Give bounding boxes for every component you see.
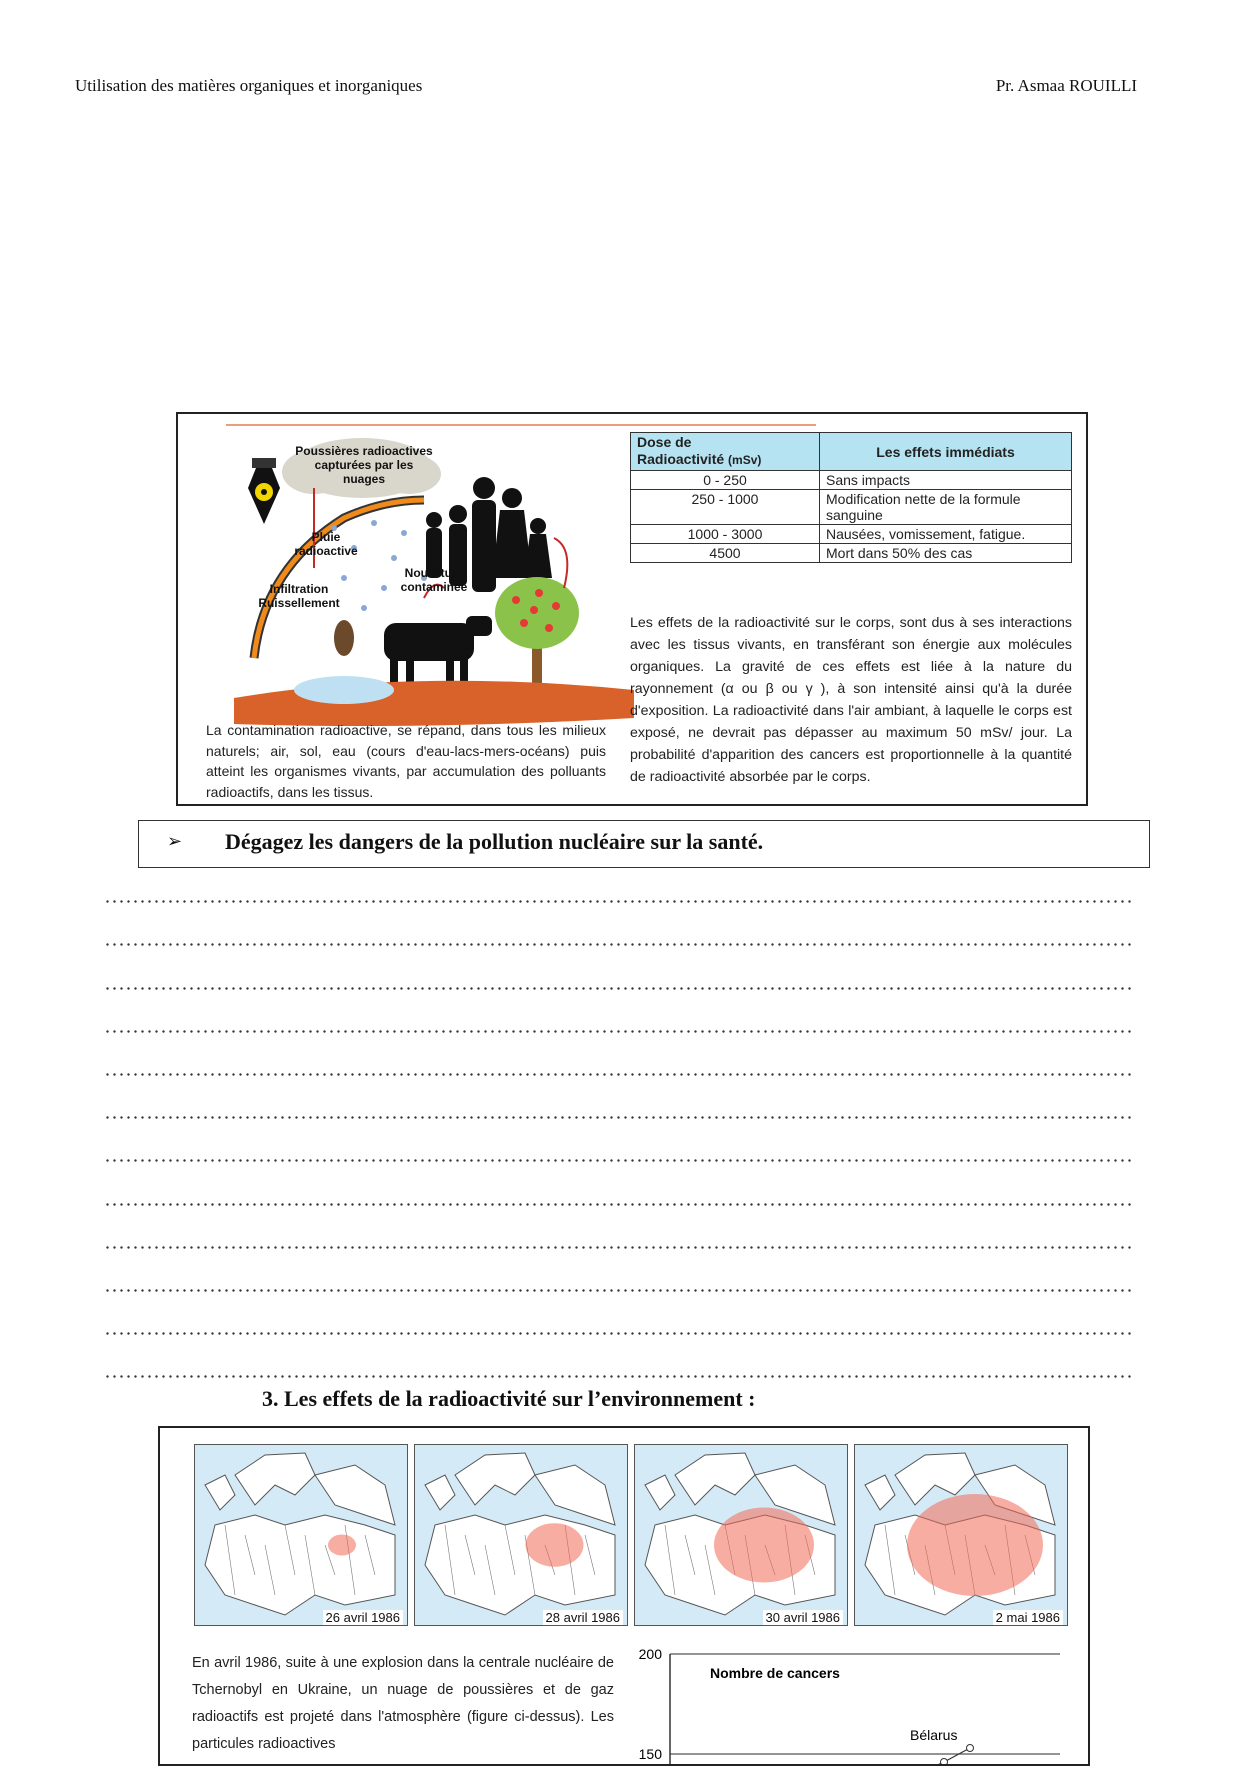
land-shape bbox=[455, 1453, 535, 1505]
land-shape bbox=[645, 1475, 675, 1510]
table-row bbox=[631, 490, 1072, 525]
dose-cell: 1000 - 3000 bbox=[631, 525, 820, 544]
dose-cell: 0 - 250 bbox=[631, 471, 820, 490]
table-header-row bbox=[631, 433, 1072, 471]
header-course-title: Utilisation des matières organiques et inorganiques bbox=[75, 76, 423, 95]
table-row bbox=[631, 471, 1072, 490]
data-point bbox=[941, 1759, 948, 1765]
answer-line[interactable] bbox=[104, 1347, 1140, 1390]
dose-cell: 4500 bbox=[631, 544, 820, 563]
effect-cell: Nausées, vomissement, fatigue. bbox=[820, 525, 1072, 544]
map-drawing bbox=[855, 1445, 1068, 1626]
map-drawing bbox=[195, 1445, 408, 1626]
series-label: Bélarus bbox=[910, 1727, 958, 1743]
contamination-area bbox=[714, 1508, 814, 1583]
cancer-chart-svg bbox=[620, 1644, 1080, 1764]
answer-line[interactable] bbox=[104, 872, 1140, 915]
land-shape bbox=[675, 1453, 755, 1505]
bullet-arrow-icon: ➢ bbox=[167, 831, 183, 851]
europe-map bbox=[634, 1444, 848, 1626]
contamination-illustration bbox=[194, 428, 664, 728]
label-food: Nourriture contaminée bbox=[400, 566, 468, 594]
map-date: 30 avril 1986 bbox=[763, 1610, 843, 1625]
data-point bbox=[967, 1745, 974, 1752]
answer-line[interactable] bbox=[104, 915, 1140, 958]
answer-line[interactable] bbox=[104, 1045, 1140, 1088]
europe-map bbox=[414, 1444, 628, 1626]
dose-effects-table bbox=[630, 432, 1072, 563]
apple-tree bbox=[495, 577, 579, 698]
map-date: 28 avril 1986 bbox=[543, 1610, 623, 1625]
table-row bbox=[631, 544, 1072, 563]
effect-cell: Mort dans 50% des cas bbox=[820, 544, 1072, 563]
map-drawing bbox=[415, 1445, 628, 1626]
header-dose: Dose de Radioactivité (mSv) bbox=[631, 433, 820, 471]
contamination-caption: La contamination radioactive, se répand, dans tous les milieux naturels; air, sol, eau (cours d'eau-lacs-mers-océans) puis atteint les organismes vivants, par accumulation des polluants radioactifs, dans les tissus. bbox=[206, 722, 606, 800]
land-shape bbox=[235, 1453, 315, 1505]
answer-line[interactable] bbox=[104, 1131, 1140, 1174]
answer-line[interactable] bbox=[104, 1261, 1140, 1304]
map-date: 26 avril 1986 bbox=[323, 1610, 403, 1625]
answer-line[interactable] bbox=[104, 1174, 1140, 1217]
contamination-area bbox=[526, 1523, 584, 1567]
answer-line[interactable] bbox=[104, 1304, 1140, 1347]
header-effects: Les effets immédiats bbox=[820, 433, 1072, 471]
europe-map bbox=[854, 1444, 1068, 1626]
cancer-chart bbox=[620, 1644, 1080, 1764]
answer-line[interactable] bbox=[104, 1002, 1140, 1045]
section-title: 3. Les effets de la radioactivité sur l’environnement : bbox=[262, 1386, 756, 1411]
fish-icon bbox=[334, 620, 354, 656]
land-shape bbox=[205, 1515, 395, 1615]
y-axis-label: Nombre de cancers bbox=[710, 1665, 840, 1681]
question-text: Dégagez les dangers de la pollution nucléaire sur la santé. bbox=[225, 829, 764, 854]
europe-map bbox=[194, 1444, 408, 1626]
bomb-icon bbox=[248, 458, 280, 524]
question-box bbox=[138, 820, 1150, 868]
map-date: 2 mai 1986 bbox=[993, 1610, 1063, 1625]
land-shape bbox=[865, 1475, 895, 1510]
series-line bbox=[840, 1748, 970, 1764]
answer-line[interactable] bbox=[104, 958, 1140, 1001]
cow-silhouette bbox=[384, 616, 492, 686]
y-tick-label: 200 bbox=[638, 1646, 662, 1662]
y-tick-label: 150 bbox=[638, 1746, 662, 1762]
figure-chernobyl bbox=[158, 1426, 1090, 1766]
land-shape bbox=[425, 1515, 615, 1615]
land-shape bbox=[425, 1475, 455, 1510]
header-author: Pr. Asmaa ROUILLI bbox=[995, 76, 1137, 95]
water-shape bbox=[294, 676, 394, 704]
radioactivity-effects-text: Les effets de la radioactivité sur le corps, sont dus à ses interactions avec les tissus vivants, en transférant son énergie aux molécules organiques. La gravité de ces effets est liée à la nature du rayonnement (α ou β ou γ ), à son intensité ainsi qu'à la durée d'exposition. La radioactivité dans l'air ambiant, à laquelle le corps est exposé, ne devrait pas dépasser au maximum 50 mSv/ jour. La probabilité d'apparition des cancers est proportionnelle à la quantité de radioactivité absorbée par le corps. bbox=[630, 615, 1072, 785]
contamination-area bbox=[328, 1535, 356, 1556]
label-rain: Pluie radioactive bbox=[294, 530, 358, 558]
map-drawing bbox=[635, 1445, 848, 1626]
effect-cell: Sans impacts bbox=[820, 471, 1072, 490]
label-dust: Poussières radioactives capturées par les nuages bbox=[295, 444, 433, 486]
chernobyl-text: En avril 1986, suite à une explosion dans la centrale nucléaire de Tchernobyl en Ukraine, un nuage de poussières et de gaz radioactifs est projeté dans l'atmosphère (figure ci-dessus). Les particules radioactives bbox=[192, 1655, 614, 1752]
answer-line[interactable] bbox=[104, 1218, 1140, 1261]
contamination-area bbox=[907, 1494, 1043, 1596]
decorative-line bbox=[226, 424, 816, 426]
answer-lines[interactable] bbox=[104, 872, 1140, 1390]
land-shape bbox=[205, 1475, 235, 1510]
dose-cell: 250 - 1000 bbox=[631, 490, 820, 525]
label-infiltration: Infiltration Ruissellement bbox=[258, 582, 340, 610]
figure-contamination bbox=[176, 412, 1088, 806]
effect-cell: Modification nette de la formule sanguine bbox=[820, 490, 1072, 525]
answer-line[interactable] bbox=[104, 1088, 1140, 1131]
label-irradiation: Irradiation par le sol bbox=[260, 646, 314, 674]
table-row bbox=[631, 525, 1072, 544]
